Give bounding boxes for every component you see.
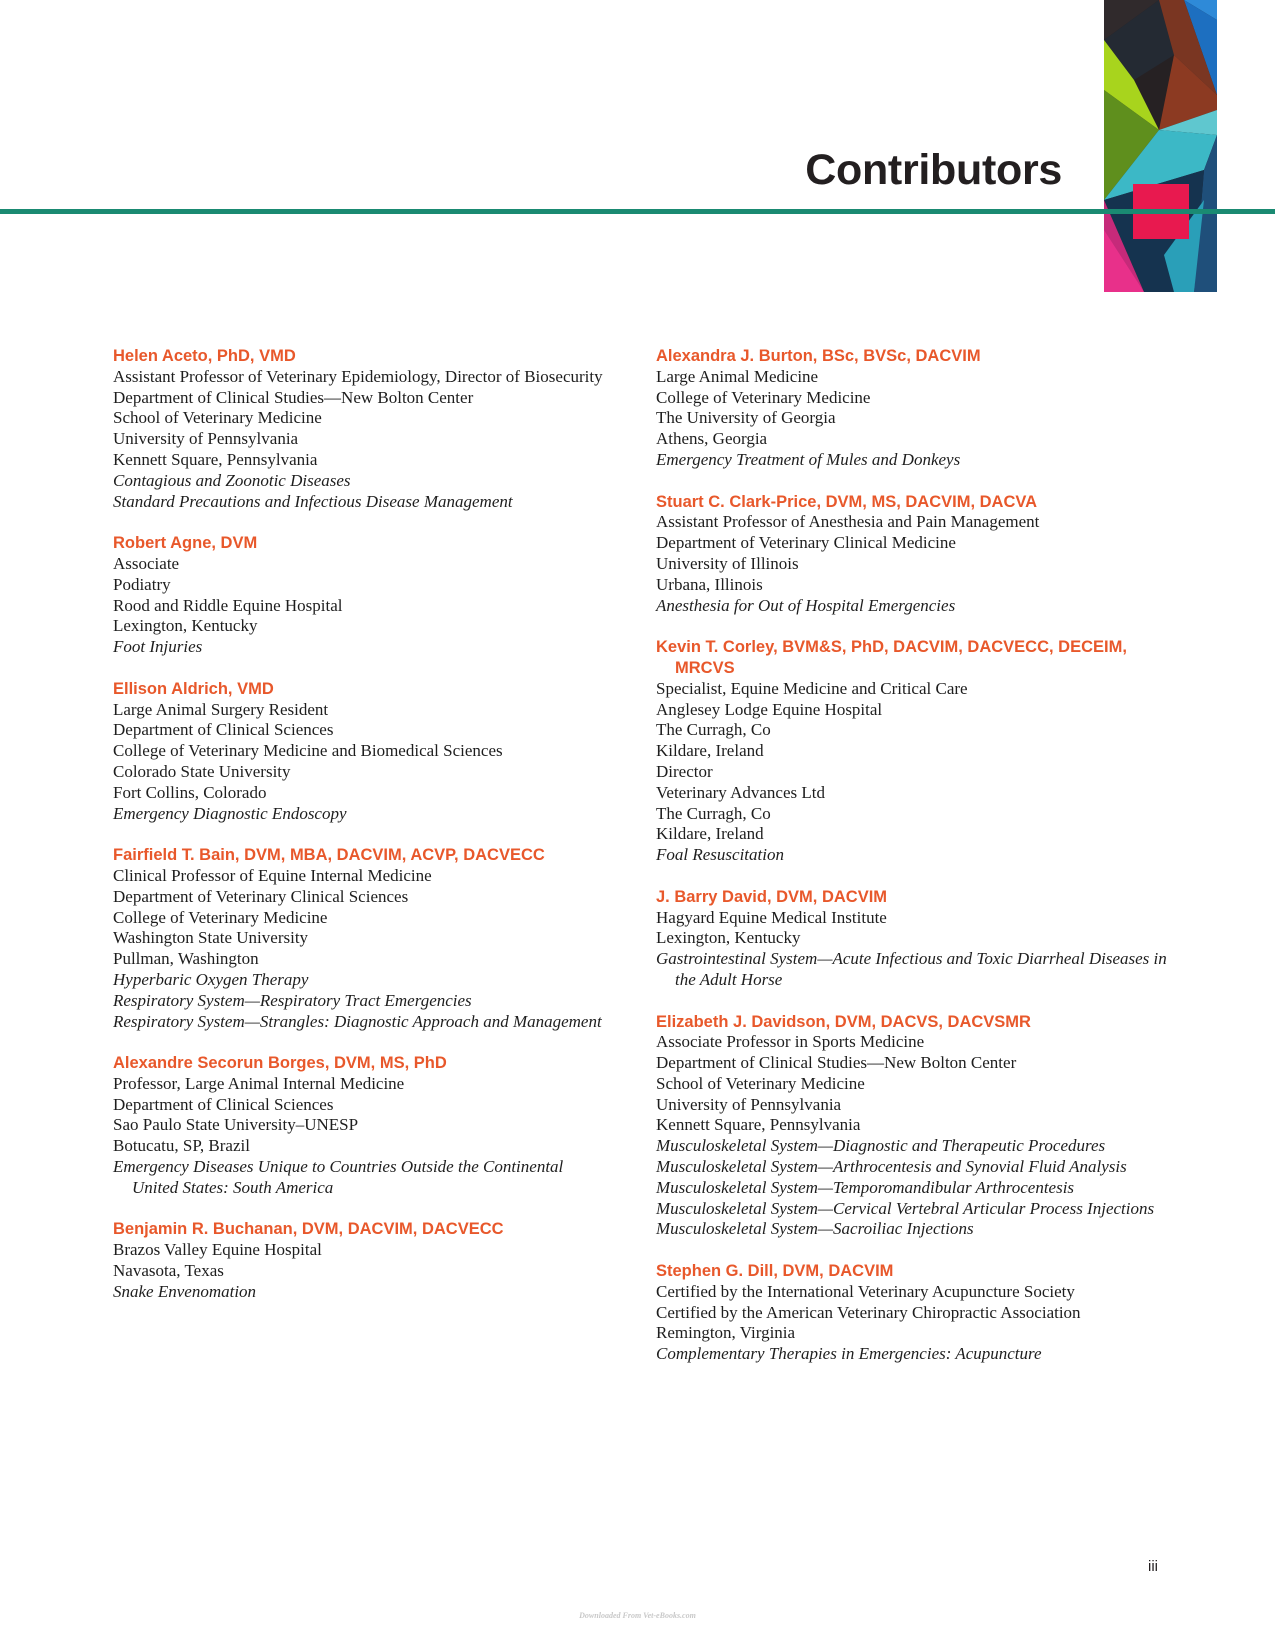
- affiliation-line: Veterinary Advances Ltd: [656, 782, 825, 802]
- affiliation-line: Associate: [113, 553, 180, 573]
- contributor-entry: [656, 1261, 1176, 1365]
- contributor-entry: [656, 492, 1176, 617]
- decorative-geometric-banner: [1104, 0, 1217, 292]
- affiliation-line: Podiatry: [113, 574, 171, 594]
- affiliation-line: University of Pennsylvania: [113, 429, 299, 449]
- affiliation-line: Kildare, Ireland: [656, 824, 764, 844]
- page-title: Contributors: [805, 146, 1062, 194]
- affiliation-line: Brazos Valley Equine Hospital: [113, 1240, 322, 1260]
- affiliation-line: College of Veterinary Medicine: [656, 387, 871, 407]
- contributors-column-right: [656, 346, 1176, 1386]
- contributor-entry: [113, 679, 613, 825]
- contributor-name: Stephen G. Dill, DVM, DACVIM: [656, 1262, 894, 1281]
- affiliation-line: Urbana, Illinois: [656, 574, 763, 594]
- affiliation-line: Athens, Georgia: [656, 429, 768, 449]
- contributor-name: Ellison Aldrich, VMD: [113, 679, 274, 698]
- chapter-title: Musculoskeletal System—Cervical Vertebral Articular Process Injections: [656, 1198, 1155, 1218]
- affiliation-line: Department of Clinical Sciences: [113, 1094, 334, 1114]
- affiliation-line: Lexington, Kentucky: [113, 616, 258, 636]
- chapter-title: Musculoskeletal System—Diagnostic and Therapeutic Procedures: [656, 1136, 1106, 1156]
- contributor-entry: [113, 1053, 613, 1199]
- affiliation-line: Anglesey Lodge Equine Hospital: [656, 699, 883, 719]
- affiliation-line: University of Illinois: [656, 553, 799, 573]
- contributor-entry: [656, 637, 1176, 866]
- affiliation-line: Department of Clinical Studies—New Bolton Center: [656, 1053, 1017, 1073]
- contributor-name: Helen Aceto, PhD, VMD: [113, 347, 296, 365]
- affiliation-line: Associate Professor in Sports Medicine: [656, 1032, 925, 1052]
- chapter-title: Respiratory System—Respiratory Tract Emergencies: [113, 990, 472, 1010]
- contributor-entry: [113, 346, 613, 512]
- affiliation-line: Department of Clinical Sciences: [113, 720, 334, 740]
- watermark: Downloaded From Vet-eBooks.com: [579, 1611, 696, 1620]
- affiliation-line: Remington, Virginia: [656, 1323, 796, 1343]
- affiliation-line: Certified by the American Veterinary Chiropractic Association: [656, 1302, 1081, 1322]
- affiliation-line: Specialist, Equine Medicine and Critical Care: [656, 678, 968, 698]
- chapter-title: Gastrointestinal System—Acute Infectious and Toxic Diarrheal Diseases in the Adult Horse: [656, 949, 1167, 989]
- affiliation-line: Kennett Square, Pennsylvania: [113, 449, 318, 469]
- chapter-title: Foal Resuscitation: [656, 845, 784, 865]
- affiliation-line: Washington State University: [113, 928, 309, 948]
- title-rule: [0, 209, 1275, 214]
- affiliation-line: Department of Clinical Studies—New Bolton Center: [113, 387, 474, 407]
- contributor-name: Stuart C. Clark-Price, DVM, MS, DACVIM, DACVA: [656, 492, 1038, 511]
- affiliation-line: College of Veterinary Medicine and Biomedical Sciences: [113, 741, 503, 761]
- contributor-name: Kevin T. Corley, BVM&S, PhD, DACVIM, DACVECC, DECEIM, MRCVS: [656, 638, 1127, 677]
- chapter-title: Musculoskeletal System—Sacroiliac Injections: [656, 1219, 974, 1239]
- chapter-title: Emergency Treatment of Mules and Donkeys: [656, 449, 961, 469]
- contributor-entry: [113, 1219, 613, 1302]
- contributor-name: Fairfield T. Bain, DVM, MBA, DACVIM, ACVP, DACVECC: [113, 846, 545, 865]
- affiliation-line: Department of Veterinary Clinical Medicine: [656, 533, 956, 553]
- chapter-title: Musculoskeletal System—Temporomandibular Arthrocentesis: [656, 1177, 1075, 1197]
- affiliation-line: Kennett Square, Pennsylvania: [656, 1115, 861, 1135]
- page-number: iii: [1148, 1558, 1158, 1575]
- affiliation-line: Botucatu, SP, Brazil: [113, 1136, 250, 1156]
- chapter-title: Emergency Diseases Unique to Countries Outside the Continental United States: South America: [113, 1157, 564, 1197]
- affiliation-line: Department of Veterinary Clinical Sciences: [113, 886, 409, 906]
- affiliation-line: Director: [656, 761, 713, 781]
- affiliation-line: Colorado State University: [113, 761, 291, 781]
- contributor-name: Robert Agne, DVM: [113, 534, 258, 553]
- contributor-name: Elizabeth J. Davidson, DVM, DACVS, DACVSMR: [656, 1012, 1031, 1031]
- contributor-entry: [656, 1012, 1176, 1241]
- affiliation-line: School of Veterinary Medicine: [113, 408, 322, 428]
- affiliation-line: The Curragh, Co: [656, 803, 771, 823]
- affiliation-line: Kildare, Ireland: [656, 741, 764, 761]
- affiliation-line: Large Animal Medicine: [656, 366, 819, 386]
- contributors-column-left: [113, 346, 613, 1323]
- contributor-entry: [656, 887, 1176, 991]
- affiliation-line: The University of Georgia: [656, 408, 836, 428]
- affiliation-line: Assistant Professor of Anesthesia and Pain Management: [656, 512, 1040, 532]
- contributor-name: Alexandra J. Burton, BSc, BVSc, DACVIM: [656, 347, 981, 365]
- affiliation-line: University of Pennsylvania: [656, 1094, 842, 1114]
- affiliation-line: Clinical Professor of Equine Internal Medicine: [113, 865, 432, 885]
- chapter-title: Snake Envenomation: [113, 1281, 257, 1301]
- contributor-entry: [656, 346, 1176, 471]
- affiliation-line: School of Veterinary Medicine: [656, 1073, 865, 1093]
- chapter-title: Complementary Therapies in Emergencies: Acupuncture: [656, 1344, 1042, 1364]
- affiliation-line: Certified by the International Veterinary Acupuncture Society: [656, 1281, 1075, 1301]
- chapter-title: Musculoskeletal System—Arthrocentesis and Synovial Fluid Analysis: [656, 1157, 1127, 1177]
- chapter-title: Emergency Diagnostic Endoscopy: [113, 803, 347, 823]
- contributor-name: J. Barry David, DVM, DACVIM: [656, 887, 888, 906]
- chapter-title: Respiratory System—Strangles: Diagnostic Approach and Management: [113, 1011, 602, 1031]
- contributor-entry: [113, 533, 613, 658]
- chapter-title: Foot Injuries: [113, 637, 203, 657]
- affiliation-line: The Curragh, Co: [656, 720, 771, 740]
- affiliation-line: Lexington, Kentucky: [656, 928, 801, 948]
- chapter-title: Anesthesia for Out of Hospital Emergencies: [656, 595, 956, 615]
- affiliation-line: Pullman, Washington: [113, 949, 259, 969]
- affiliation-line: Rood and Riddle Equine Hospital: [113, 595, 343, 615]
- chapter-title: Hyperbaric Oxygen Therapy: [113, 969, 309, 989]
- affiliation-line: Large Animal Surgery Resident: [113, 699, 329, 719]
- affiliation-line: Assistant Professor of Veterinary Epidemiology, Director of Biosecurity: [113, 366, 603, 386]
- affiliation-line: Professor, Large Animal Internal Medicine: [113, 1073, 405, 1093]
- affiliation-line: College of Veterinary Medicine: [113, 907, 328, 927]
- affiliation-line: Fort Collins, Colorado: [113, 782, 267, 802]
- chapter-title: Standard Precautions and Infectious Disease Management: [113, 491, 513, 511]
- contributor-entry: [113, 845, 613, 1032]
- affiliation-line: Navasota, Texas: [113, 1261, 224, 1281]
- contributor-name: Benjamin R. Buchanan, DVM, DACVIM, DACVECC: [113, 1220, 504, 1239]
- contributor-name: Alexandre Secorun Borges, DVM, MS, PhD: [113, 1054, 447, 1073]
- chapter-title: Contagious and Zoonotic Diseases: [113, 470, 351, 490]
- affiliation-line: Hagyard Equine Medical Institute: [656, 907, 887, 927]
- affiliation-line: Sao Paulo State University–UNESP: [113, 1115, 359, 1135]
